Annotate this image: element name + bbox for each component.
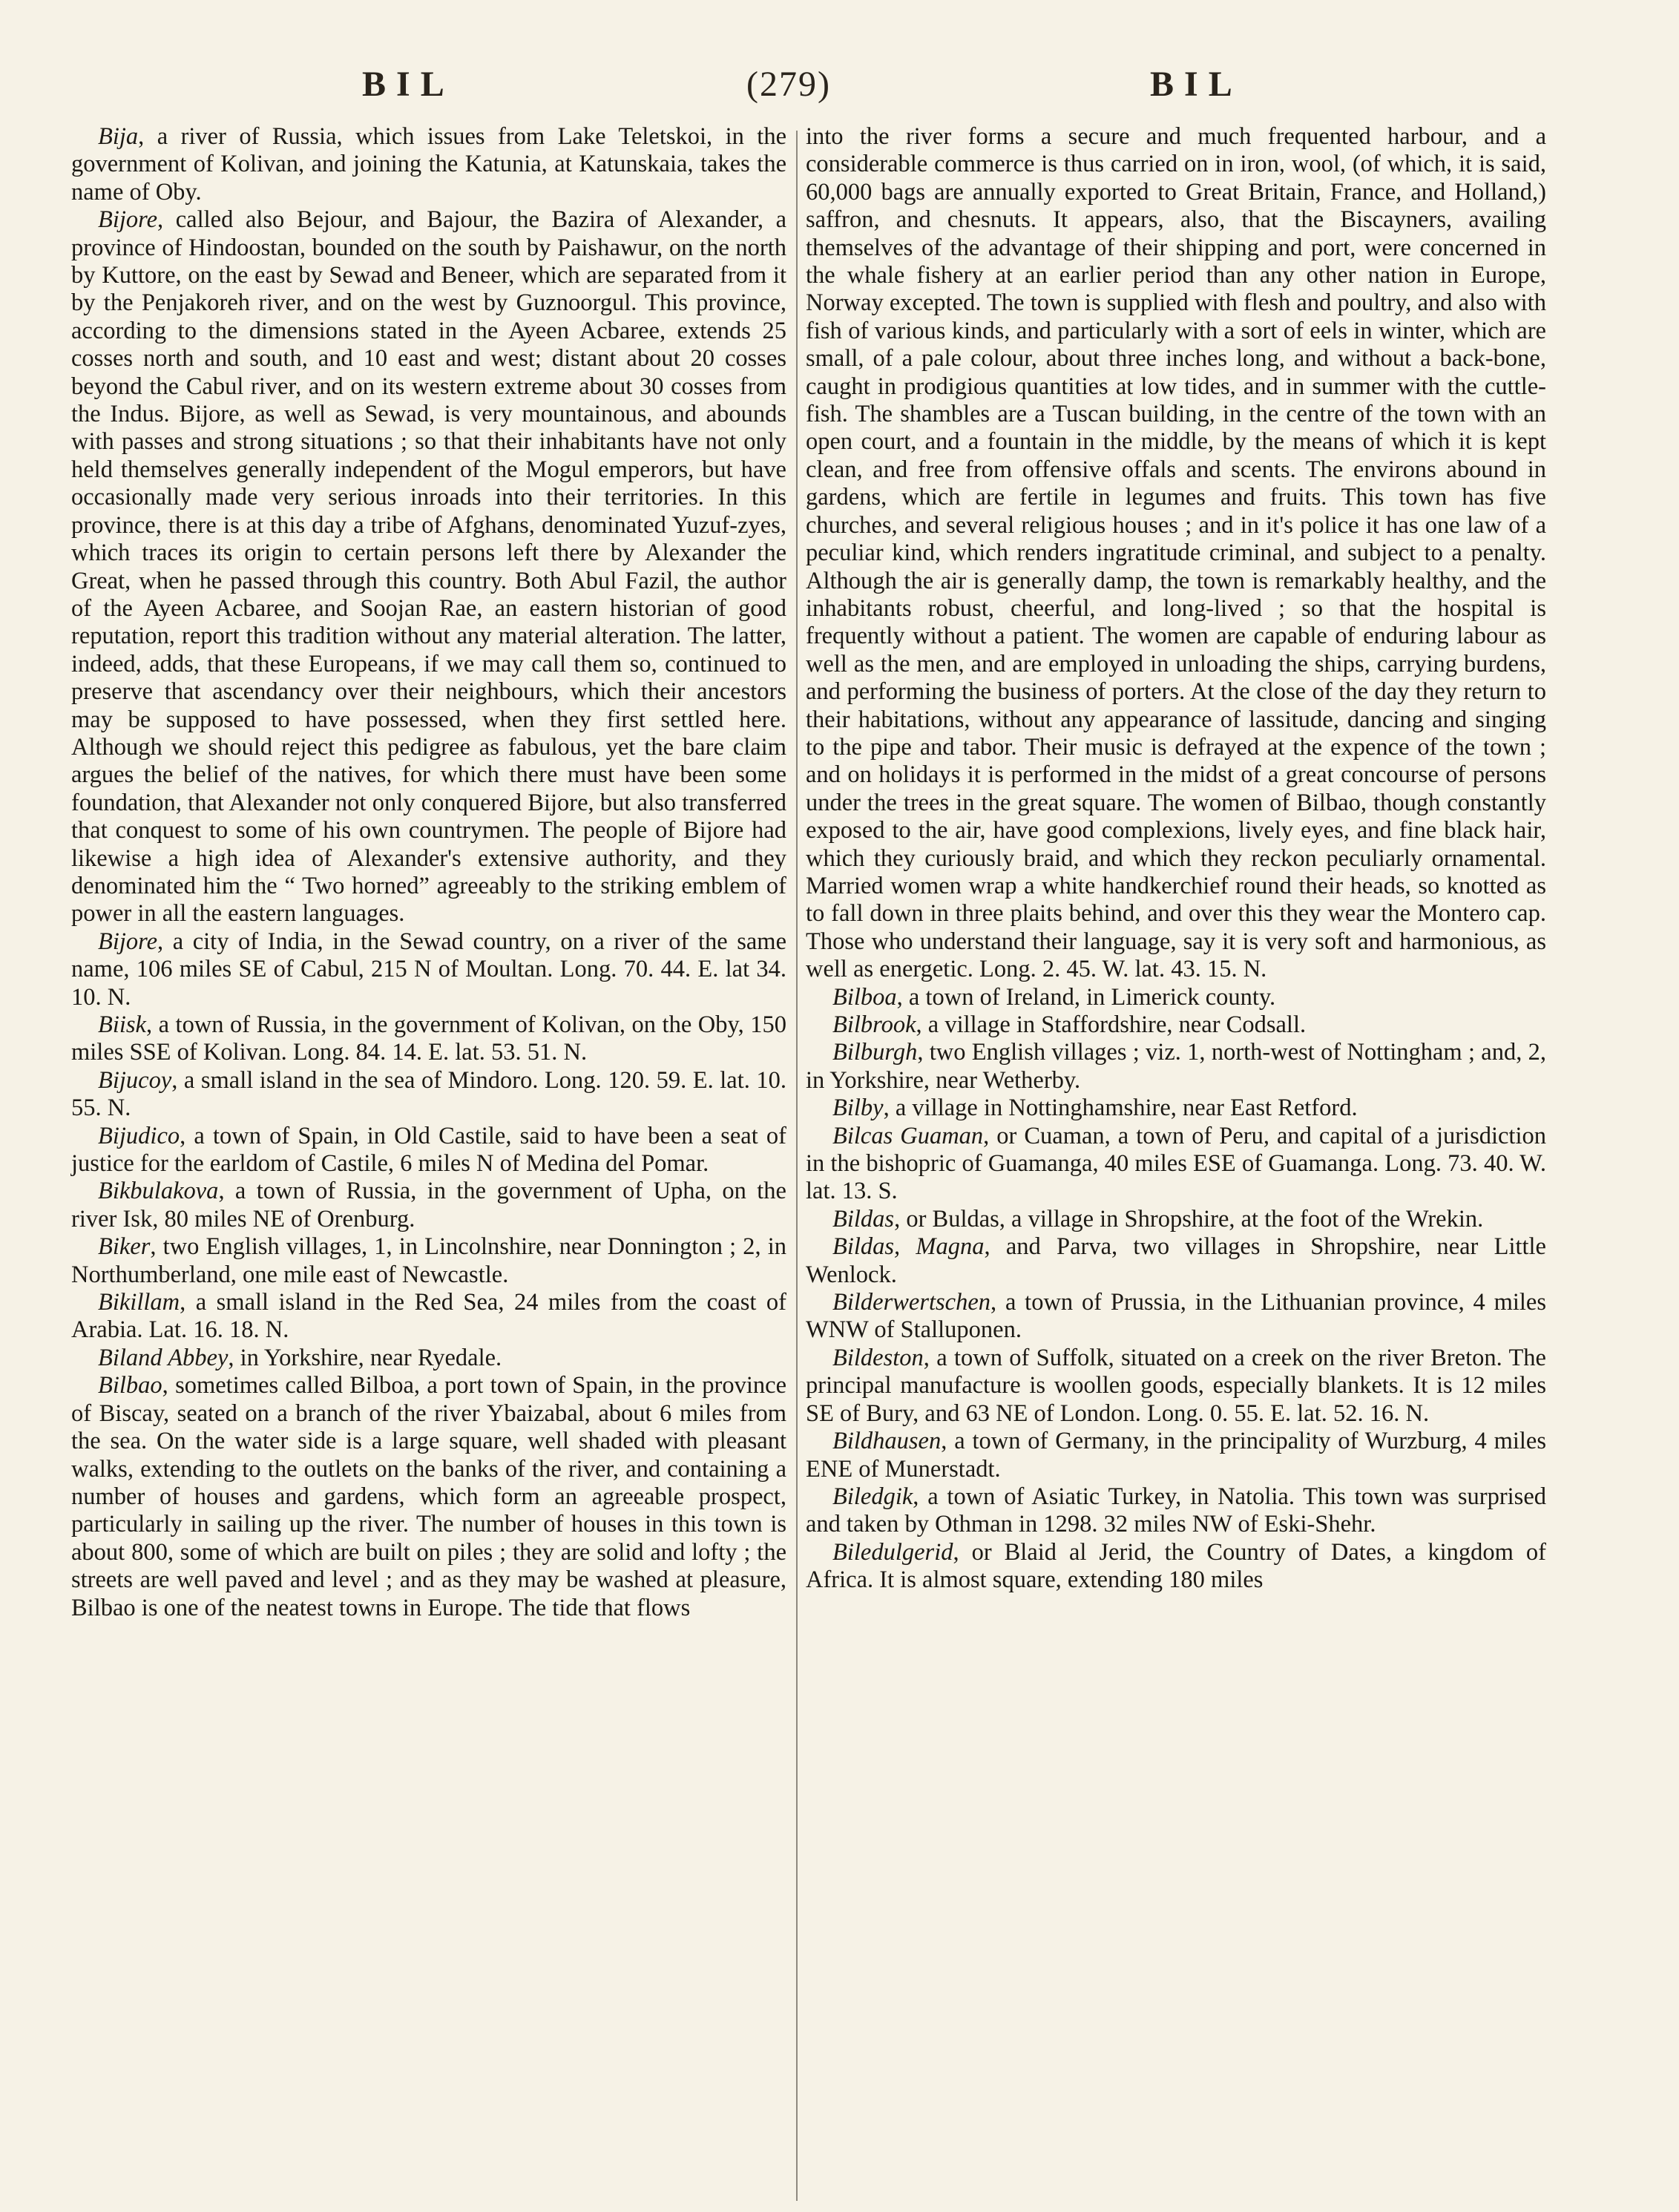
entry <box>71 1011 786 1067</box>
page-number: (279) <box>746 65 831 104</box>
entry-text: , a town of Russia, in the government of Upha, on the river Isk, 80 miles NE of Orenburg. <box>71 1178 786 1233</box>
entry-headword: Bikbulakova <box>98 1178 219 1205</box>
entry-text: , a town of Ireland, in Limerick county. <box>896 983 1276 1011</box>
column-divider <box>796 131 798 2201</box>
entry-text: , a town of Germany, in the principality of Wurzburg, 4 miles ENE of Munerstadt. <box>806 1428 1546 1483</box>
entry-text: , a village in Staffordshire, near Codsall. <box>916 1011 1307 1038</box>
entry <box>806 1233 1546 1289</box>
entry-text: , a city of India, in the Sewad country, on a river of the same name, 106 miles SE of Cabul, 215 N of Moultan. Long. 70. 44. E. lat 34. 10. N. <box>71 928 786 1011</box>
entry <box>71 1178 786 1233</box>
entry-headword: Bildhausen <box>832 1428 942 1455</box>
right-column <box>806 123 1546 1595</box>
entry-headword: Biledulgerid <box>832 1538 953 1566</box>
entry <box>71 206 786 928</box>
entry-text: into the river forms a secure and much frequented harbour, and a considerable commerce is thus carried on in iron, wool, (of which, it is said, 60,000 bags are annually exported to Great Britain, France, and Holland,) saffron, and chesnuts. It appears, also, that the Biscayners, availing themselves of the advantage of their shipping and port, were concerned in the whale fishery at an earlier period than any other nation in Europe, Norway excepted. The town is supplied with flesh and poultry, and also with fish of various kinds, and particularly with a sort of eels in winter, which are small, of a pale colour, about three inches long, and without a back-bone, caught in prodigious quantities at low tides, and in summer with the cuttle-fish. The shambles are a Tuscan building, in the centre of the town with an open court, and a fountain in the middle, by the means of which it is kept clean, and free from offensive offals and scents. The environs abound in gardens, which are fertile in legumes and fruits. This town has five churches, and several religious houses ; and in it's police it has one law of a peculiar kind, which renders ingratitude criminal, and subject to a penalty. Although the air is generally damp, the town is remarkably healthy, and the inhabitants robust, cheerful, and long-lived ; so that the hospital is frequently without a patient. The women are capable of enduring labour as well as the men, and are employed in unloading the ships, carrying burdens, and performing the business of porters. At the close of the day they return to their habitations, without any appearance of lassitude, dancing and singing to the pipe and tabor. Their music is defrayed at the expence of the town ; and on holidays it is performed in the midst of a great concourse of persons under the trees in the great square. The women of Bilbao, though constantly exposed to the air, have good complexions, lively eyes, and fine black hair, which they curiously braid, and which they reckon peculiarly ornamental. Married women wrap a white handkerchief round their heads, so knotted as to fall down in three plaits behind, and over this they wear the Montero cap. Those who understand their language, say it is very soft and harmonious, as well as energetic. Long. 2. 45. W. lat. 43. 15. N. <box>806 123 1546 983</box>
entry <box>806 1094 1546 1122</box>
entry-headword: Bilcas Guaman <box>832 1122 984 1149</box>
entry-text: , or Cuaman, a town of Peru, and capital of a jurisdiction in the bishopric of Guamanga, 40 miles ESE of Guamanga. Long. 73. 40. W. lat. 13. S. <box>806 1122 1546 1205</box>
running-head-left: BIL <box>362 65 455 104</box>
entry-text: , a town of Suffolk, situated on a creek on the river Breton. The principal manufacture is woollen goods, especially blankets. It is 12 miles SE of Bury, and 63 NE of London. Long. 0. 55. E. lat. 52. 16. N. <box>806 1344 1546 1427</box>
entry-text: , a river of Russia, which issues from Lake Teletskoi, in the government of Kolivan, and joining the Katunia, at Katunskaia, takes the name of Oby. <box>71 123 786 206</box>
entry-headword: Biisk <box>98 1011 146 1038</box>
entry-headword: Bijore <box>98 206 158 234</box>
entry <box>806 1289 1546 1345</box>
left-column <box>71 123 786 1622</box>
entry-text: , in Yorkshire, near Ryedale. <box>228 1344 502 1371</box>
entry <box>71 1345 786 1372</box>
entry-headword: Bildeston <box>832 1344 924 1371</box>
entry <box>71 123 786 206</box>
entry-text: , a small island in the Red Sea, 24 miles from the coast of Arabia. Lat. 16. 18. N. <box>71 1289 786 1344</box>
entry <box>806 1206 1546 1233</box>
entry <box>71 1123 786 1178</box>
entry <box>806 1011 1546 1039</box>
entry-text: , a town of Prussia, in the Lithuanian province, 4 miles WNW of Stalluponen. <box>806 1289 1546 1344</box>
entry-headword: Bilbao <box>98 1372 162 1399</box>
entry-text: , a small island in the sea of Mindoro. Long. 120. 59. E. lat. 10. 55. N. <box>71 1066 786 1122</box>
entry <box>806 1428 1546 1483</box>
entry <box>806 984 1546 1011</box>
entry-headword: Bijore <box>98 928 158 955</box>
entry <box>806 123 1546 984</box>
entry-headword: Bildas <box>832 1205 895 1233</box>
entry-headword: Biland Abbey <box>98 1344 229 1371</box>
entry-headword: Bilby <box>832 1094 884 1122</box>
entry-headword: Bijucoy <box>98 1066 172 1094</box>
entry-headword: Bildas, Magna <box>832 1233 985 1261</box>
entry <box>71 1067 786 1123</box>
entry-headword: Biledgik <box>832 1483 913 1510</box>
entry-headword: Bilburgh <box>832 1039 918 1066</box>
running-head-right: BIL <box>1150 65 1243 104</box>
entry <box>71 1372 786 1622</box>
entry-headword: Bikillam <box>98 1289 180 1316</box>
entry <box>806 1123 1546 1206</box>
entry-text: , a village in Nottinghamshire, near East Retford. <box>883 1094 1358 1122</box>
entry-headword: Bilboa <box>832 983 897 1011</box>
entry-text: , sometimes called Bilboa, a port town of Spain, in the province of Biscay, seated on a branch of the river Ybaizabal, about 6 miles from the sea. On the water side is a large square, well shaded with pleasant walks, extending to the outlets on the banks of the river, and containing a number of houses and gardens, which form an agreeable prospect, particularly in sailing up the river. The number of houses in this town is about 800, some of which are built on piles ; they are solid and lofty ; the streets are well paved and level ; and as they may be washed at pleasure, Bilbao is one of the neatest towns in Europe. The tide that flows <box>71 1372 786 1621</box>
entry-headword: Bilbrook <box>832 1011 916 1038</box>
entry <box>806 1539 1546 1595</box>
entry-text: , a town of Spain, in Old Castile, said to have been a seat of justice for the earldom of Castile, 6 miles N of Medina del Pomar. <box>71 1122 786 1178</box>
entry-headword: Bija <box>98 123 139 150</box>
entry-headword: Bilderwertschen <box>832 1289 991 1316</box>
entry-text: , a town of Russia, in the government of Kolivan, on the Oby, 150 miles SSE of Kolivan. Long. 84. 14. E. lat. 53. 51. N. <box>71 1011 786 1066</box>
entry-text: , or Blaid al Jerid, the Country of Dates, a kingdom of Africa. It is almost square, extending 180 miles <box>806 1538 1546 1594</box>
entry <box>806 1483 1546 1539</box>
entry-text: , called also Bejour, and Bajour, the Bazira of Alexander, a province of Hindoostan, bounded on the south by Paishawur, on the north by Kuttore, on the east by Sewad and Beneer, which are separated from it by the Penjakoreh river, and on the west by Guznoorgul. This province, according to the dimensions stated in the Ayeen Acbaree, extends 25 cosses north and south, and 10 east and west; distant about 20 cosses beyond the Cabul river, and on its western extreme about 30 cosses from the Indus. Bijore, as well as Sewad, is very mountainous, and abounds with passes and strong situations ; so that their inhabitants have not only held themselves generally independent of the Mogul emperors, but have occasionally made very serious inroads into their territories. In this province, there is at this day a tribe of Afghans, denominated Yuzuf-zyes, which traces its origin to certain persons left there by Alexander the Great, when he passed through this country. Both Abul Fazil, the author of the Ayeen Acbaree, and Soojan Rae, an eastern historian of good reputation, report this tradition without any material alteration. The latter, indeed, adds, that these Europeans, if we may call them so, continued to preserve that ascendancy over their neighbours, which their ancestors may be supposed to have possessed, when they first settled here. Although we should reject this pedigree as fabulous, yet the bare claim argues the belief of the natives, for which there must have been some foundation, that Alexander not only conquered Bijore, but also transferred that conquest to some of his own countrymen. The people of Bijore had likewise a high idea of Alexander's extensive authority, and they denominated him the “ Two horned” agreeably to the striking emblem of power in all the eastern languages. <box>71 206 786 928</box>
entry-text: , two English villages ; viz. 1, north-west of Nottingham ; and, 2, in Yorkshire, near Wetherby. <box>806 1039 1546 1094</box>
entry-headword: Bijudico <box>98 1122 180 1149</box>
entry-headword: Biker <box>98 1233 151 1261</box>
entry-text: , a town of Asiatic Turkey, in Natolia. This town was surprised and taken by Othman in 1298. 32 miles NW of Eski-Shehr. <box>806 1483 1546 1538</box>
entry <box>71 928 786 1011</box>
entry <box>806 1345 1546 1428</box>
entry-text: , and Parva, two villages in Shropshire, near Little Wenlock. <box>806 1233 1546 1288</box>
entry-text: , two English villages, 1, in Lincolnshire, near Donnington ; 2, in Northumberland, one mile east of Newcastle. <box>71 1233 786 1288</box>
entry <box>71 1289 786 1345</box>
entry <box>806 1039 1546 1094</box>
entry-text: , or Buldas, a village in Shropshire, at the foot of the Wrekin. <box>894 1205 1484 1233</box>
entry <box>71 1233 786 1289</box>
